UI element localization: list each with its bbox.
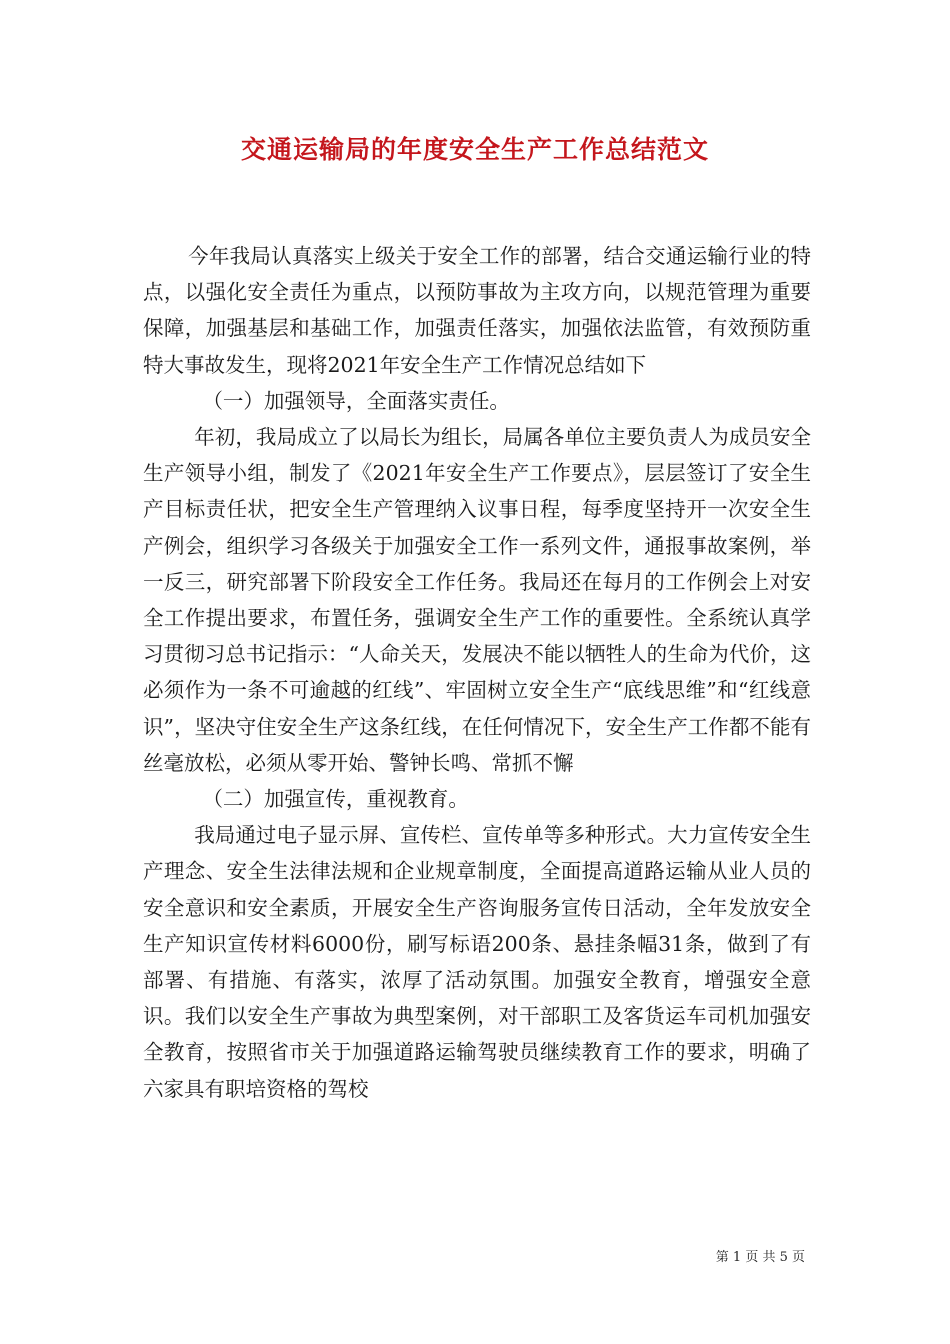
section-2-paragraph: 我局通过电子显示屏、宣传栏、宣传单等多种形式。大力宣传安全生产理念、安全生法律法规和企业规章制度，全面提高道路运输从业人员的安全意识和安全素质，开展安全生产咨询服务宣传日活动，全年发放安全生产知识宣传材料6000份，刷写标语200条、悬挂条幅31条，做到了有部署、有措施、有落实，浓厚了活动氛围。加强安全教育，增强安全意识。我们以安全生产事故为典型案例，对干部职工及客货运车司机加强安全教育，按照省市关于加强道路运输驾驶员继续教育工作的要求，明确了六家具有职培资格的驾校 (143, 823, 811, 1101)
page-number-footer: 第 1 页 共 5 页 (715, 1250, 805, 1265)
section-heading-1: （一）加强领导，全面落实责任。 (202, 388, 510, 413)
section-heading-2: （二）加强宣传，重视教育。 (202, 787, 469, 812)
document-body (143, 238, 811, 1107)
document-title: 交通运输局的年度安全生产工作总结范文 (240, 135, 709, 164)
intro-paragraph: 今年我局认真落实上级关于安全工作的部署，结合交通运输行业的特点，以强化安全责任为重点，以预防事故为主攻方向，以规范管理为重要保障，加强基层和基础工作，加强责任落实，加强依法监管，有效预防重特大事故发生，现将2021年安全生产工作情况总结如下 (143, 244, 811, 377)
section-1-paragraph: 年初，我局成立了以局长为组长，局属各单位主要负责人为成员安全生产领导小组，制发了《2021年安全生产工作要点》，层层签订了安全生产目标责任状，把安全生产管理纳入议事日程，每季度坚持开一次安全生产例会，组织学习各级关于加强安全工作一系列文件，通报事故案例，举一反三，研究部署下阶段安全工作任务。我局还在每月的工作例会上对安全工作提出要求，布置任务，强调安全生产工作的重要性。全系统认真学习贯彻习总书记指示：“人命关天，发展决不能以牺牲人的生命为代价，这必须作为一条不可逾越的红线”、牢固树立安全生产“底线思维”和“红线意识”，坚决守住安全生产这条红线，在任何情况下，安全生产工作都不能有丝毫放松，必须从零开始、警钟长鸣、常抓不懈 (143, 425, 811, 775)
